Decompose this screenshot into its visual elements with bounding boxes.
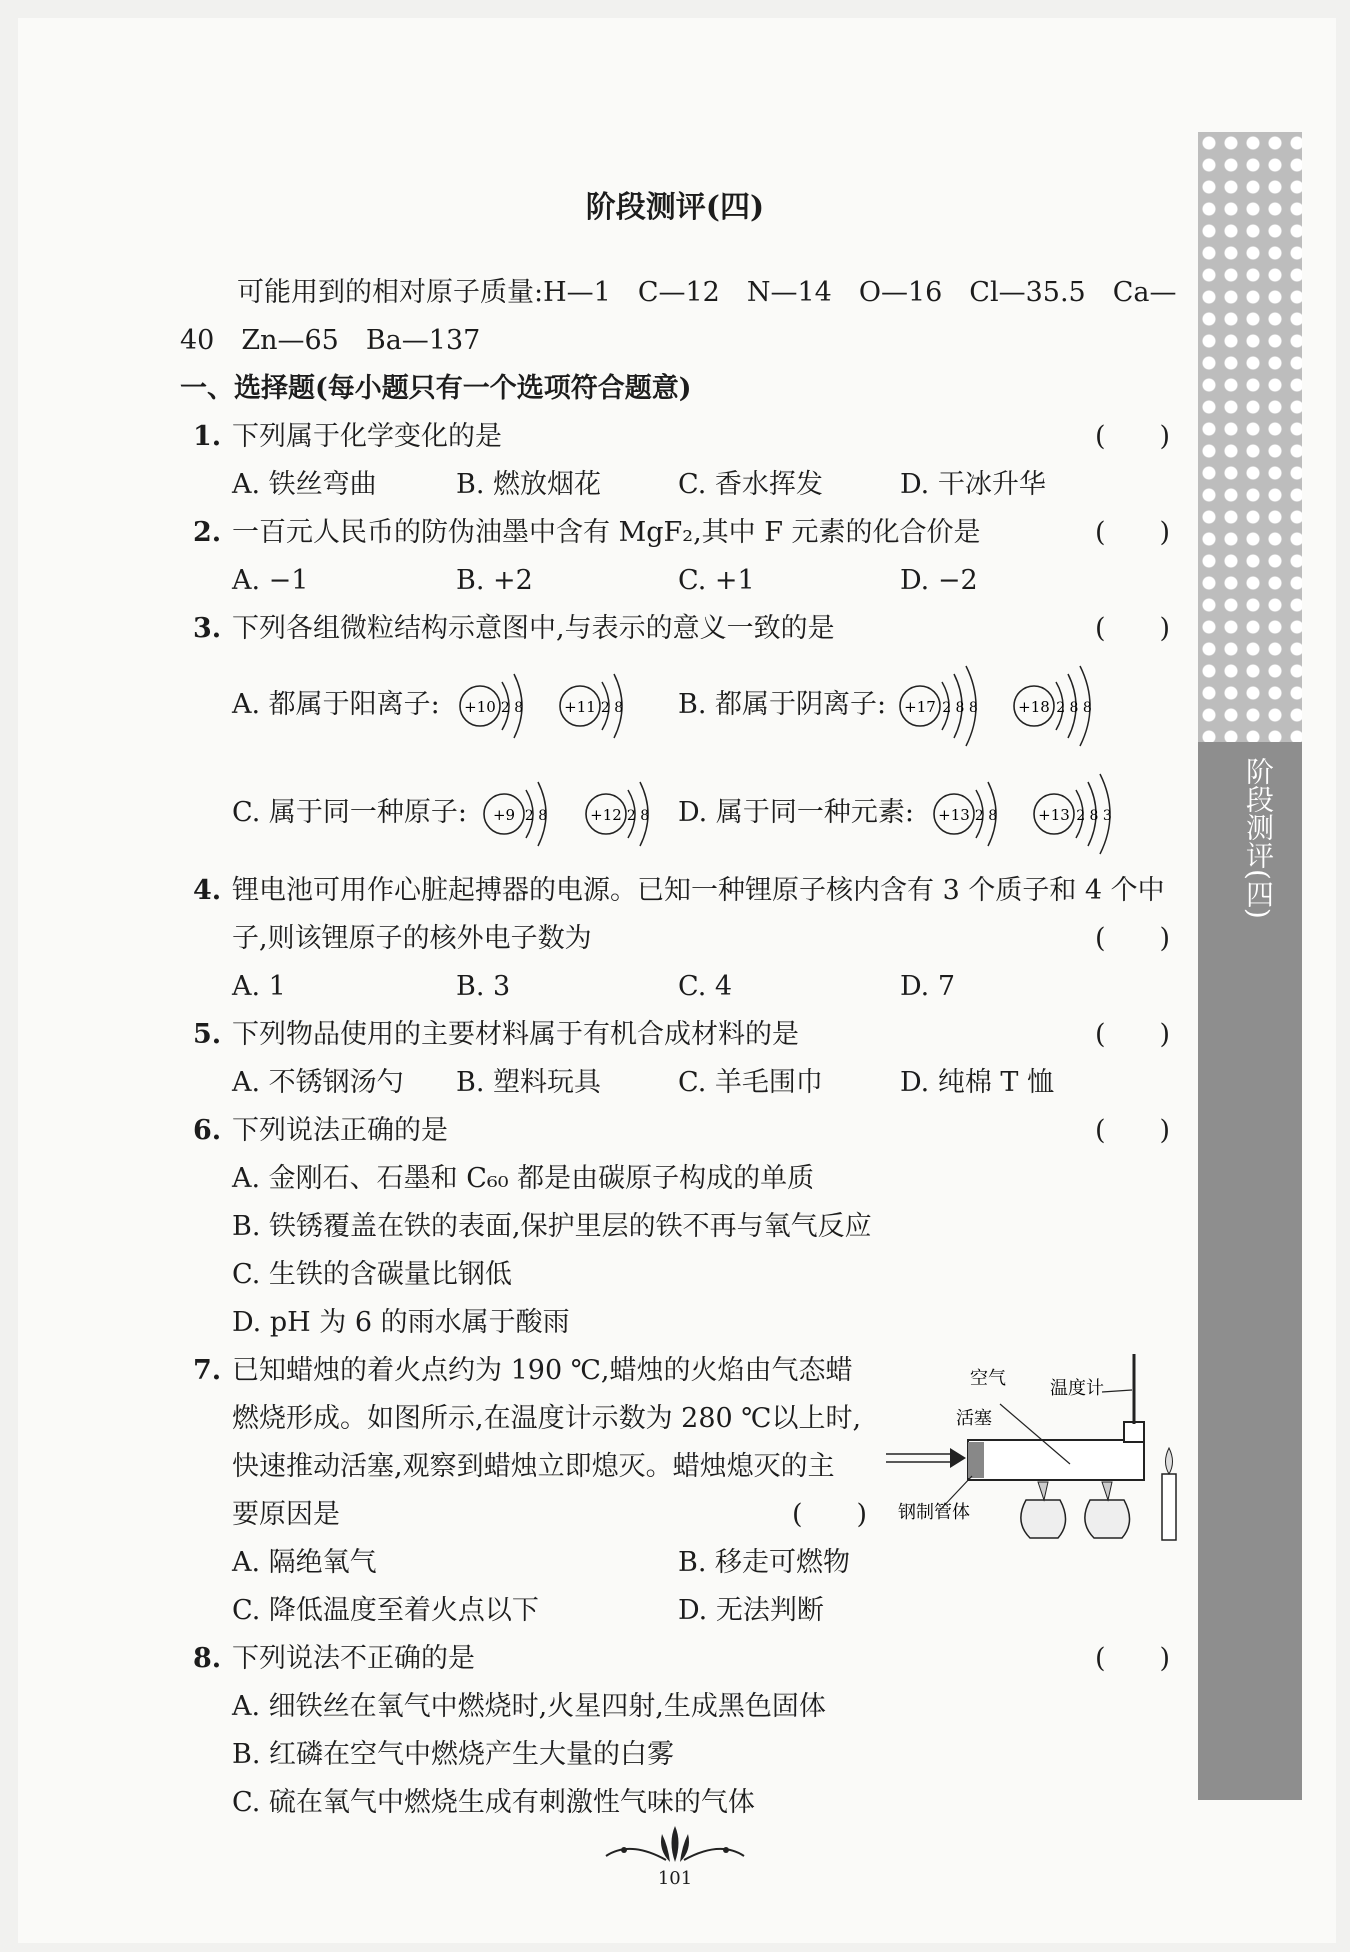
q4-option-c: C. 4: [678, 971, 733, 1002]
page-title: 阶段测评(四): [585, 190, 765, 225]
svg-text:+13: +13: [1038, 806, 1070, 824]
svg-text:+9: +9: [492, 806, 516, 824]
q2-number: 2.: [193, 517, 222, 548]
q7-number: 7.: [193, 1355, 222, 1386]
q6-option-c: C. 生铁的含碳量比钢低: [232, 1259, 512, 1290]
section-heading: 一、选择题(每小题只有一个选项符合题意): [180, 373, 692, 404]
q5-option-a: A. 不锈钢汤勺: [232, 1067, 404, 1098]
q3-option-c: C. 属于同一种原子:: [232, 797, 467, 828]
svg-text:2 8: 2 8: [600, 700, 624, 716]
q4-stem-line-1: 锂电池可用作心脏起搏器的电源。已知一种锂原子核内含有 3 个质子和 4 个中: [232, 875, 1165, 906]
q3-option-b: B. 都属于阴离子:: [678, 689, 887, 720]
footer-ornament: [600, 1822, 750, 1866]
q4-answer-paren: ( ): [1095, 923, 1171, 954]
q5-option-b: B. 塑料玩具: [456, 1067, 602, 1098]
side-tab-pattern: [1198, 132, 1302, 742]
q2-answer-paren: ( ): [1095, 517, 1171, 548]
atom-diagram-c2: [584, 776, 662, 852]
q7-option-b: B. 移走可燃物: [678, 1547, 851, 1578]
q6-stem: 下列说法正确的是: [232, 1115, 448, 1146]
q1-option-a: A. 铁丝弯曲: [232, 469, 377, 500]
q7-option-a: A. 隔绝氧气: [232, 1547, 377, 1578]
svg-text:+11: +11: [564, 698, 596, 716]
q7-stem-line-2: 燃烧形成。如图所示,在温度计示数为 280 ℃以上时,: [232, 1403, 862, 1434]
q7-option-c: C. 降低温度至着火点以下: [232, 1595, 539, 1626]
q1-option-d: D. 干冰升华: [900, 469, 1046, 500]
q5-stem: 下列物品使用的主要材料属于有机合成材料的是: [232, 1019, 799, 1050]
q8-option-b: B. 红磷在空气中燃烧产生大量的白雾: [232, 1739, 675, 1770]
q1-answer-paren: ( ): [1095, 421, 1171, 452]
q7-answer-paren: ( ): [792, 1499, 868, 1530]
atom-diagram-b2: [1012, 662, 1112, 750]
svg-text:2 8 3: 2 8 3: [1076, 808, 1112, 824]
svg-text:+10: +10: [464, 698, 496, 716]
page-number: 101: [657, 1868, 693, 1889]
q7-stem-line-3: 快速推动活塞,观察到蜡烛立即熄灭。蜡烛熄灭的主: [232, 1451, 835, 1482]
q1-option-c: C. 香水挥发: [678, 469, 823, 500]
svg-text:+13: +13: [938, 806, 970, 824]
q7-stem-line-4: 要原因是: [232, 1499, 340, 1530]
side-tab-label: 阶段测评(四): [1242, 757, 1275, 919]
q8-option-a: A. 细铁丝在氧气中燃烧时,火星四射,生成黑色固体: [232, 1691, 826, 1722]
q6-answer-paren: ( ): [1095, 1115, 1171, 1146]
atom-diagram-b1: [898, 662, 998, 750]
svg-text:+18: +18: [1018, 698, 1050, 716]
q6-option-d: D. pH 为 6 的雨水属于酸雨: [232, 1307, 570, 1338]
svg-text:2 8 8: 2 8 8: [1056, 700, 1092, 716]
atom-diagram-a1: [458, 668, 536, 744]
side-tab: [1198, 132, 1302, 1800]
svg-text:2 8: 2 8: [626, 808, 650, 824]
q6-option-b: B. 铁锈覆盖在铁的表面,保护里层的铁不再与氧气反应: [232, 1211, 872, 1242]
q3-option-d: D. 属于同一种元素:: [678, 797, 914, 828]
q3-number: 3.: [193, 613, 222, 644]
q4-number: 4.: [193, 875, 222, 906]
q4-stem-line-2: 子,则该锂原子的核外电子数为: [232, 923, 592, 954]
q8-option-c: C. 硫在氧气中燃烧生成有刺激性气味的气体: [232, 1787, 755, 1818]
intro-line-1: 可能用到的相对原子质量:H—1 C—12 N—14 O—16 Cl—35.5 Ca—: [237, 277, 1177, 308]
q6-option-a: A. 金刚石、石墨和 C₆₀ 都是由碳原子构成的单质: [232, 1163, 815, 1194]
q2-option-a: A. −1: [232, 565, 309, 596]
q4-option-b: B. 3: [456, 971, 511, 1002]
atom-diagram-d2: [1032, 770, 1132, 858]
q6-number: 6.: [193, 1115, 222, 1146]
q1-stem: 下列属于化学变化的是: [232, 421, 502, 452]
fig-label-tube: 钢制管体: [898, 1502, 970, 1523]
q8-stem: 下列说法不正确的是: [232, 1643, 475, 1674]
q4-option-d: D. 7: [900, 971, 956, 1002]
fig-label-thermometer: 温度计: [1050, 1378, 1104, 1399]
q2-option-d: D. −2: [900, 565, 978, 596]
atom-diagram-a2: [558, 668, 636, 744]
q2-option-b: B. +2: [456, 565, 533, 596]
q4-option-a: A. 1: [232, 971, 286, 1002]
q1-number: 1.: [193, 421, 222, 452]
q3-option-a: A. 都属于阳离子:: [232, 689, 440, 720]
q5-option-c: C. 羊毛围巾: [678, 1067, 823, 1098]
svg-text:+17: +17: [904, 698, 936, 716]
svg-text:+12: +12: [590, 806, 622, 824]
q2-option-c: C. +1: [678, 565, 755, 596]
fig-label-air: 空气: [970, 1368, 1006, 1389]
atom-diagram-c1: [482, 776, 560, 852]
q5-option-d: D. 纯棉 T 恤: [900, 1067, 1055, 1098]
fig-label-piston: 活塞: [956, 1408, 992, 1429]
q5-number: 5.: [193, 1019, 222, 1050]
q7-stem-line-1: 已知蜡烛的着火点约为 190 ℃,蜡烛的火焰由气态蜡: [232, 1355, 853, 1386]
q2-stem: 一百元人民币的防伪油墨中含有 MgF₂,其中 F 元素的化合价是: [232, 517, 981, 548]
q8-number: 8.: [193, 1643, 222, 1674]
q3-answer-paren: ( ): [1095, 613, 1171, 644]
q7-option-d: D. 无法判断: [678, 1595, 824, 1626]
atom-diagram-d1: [932, 776, 1010, 852]
svg-text:2 8: 2 8: [974, 808, 998, 824]
q8-answer-paren: ( ): [1095, 1643, 1171, 1674]
svg-text:2 8 8: 2 8 8: [942, 700, 978, 716]
intro-line-2: 40 Zn—65 Ba—137: [180, 325, 481, 356]
svg-text:2 8: 2 8: [524, 808, 548, 824]
q5-answer-paren: ( ): [1095, 1019, 1171, 1050]
q3-stem: 下列各组微粒结构示意图中,与表示的意义一致的是: [232, 613, 835, 644]
q7-apparatus-figure: [880, 1350, 1180, 1550]
q1-option-b: B. 燃放烟花: [456, 469, 602, 500]
svg-text:2 8: 2 8: [500, 700, 524, 716]
